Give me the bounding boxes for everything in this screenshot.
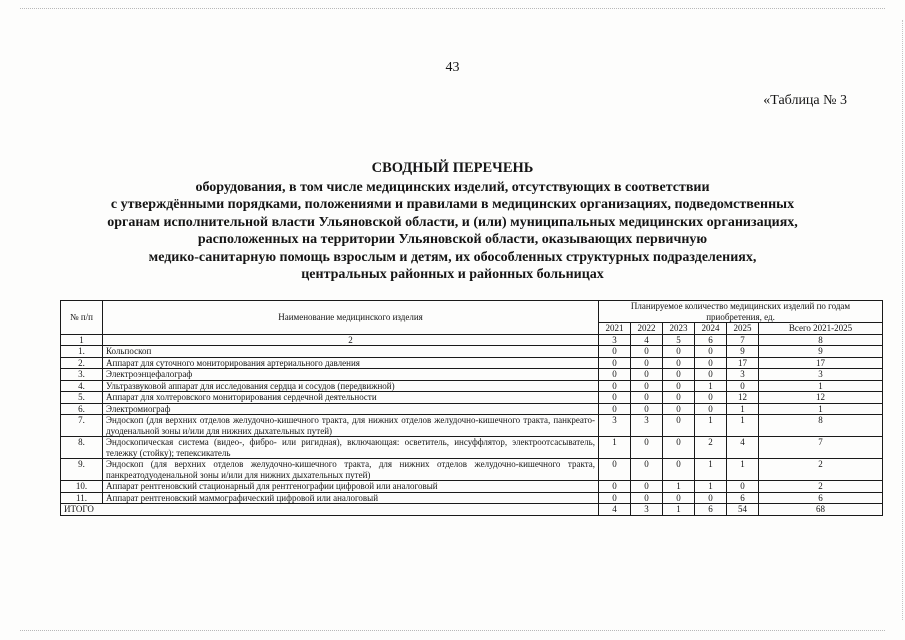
column-header-year: 2024 [695, 323, 727, 335]
table-row [61, 459, 883, 481]
year-value: 0 [631, 380, 663, 392]
year-value: 9 [727, 346, 759, 358]
device-name: Ультразвуковой аппарат для исследования сердца и сосудов (передвижной) [103, 380, 599, 392]
table-row [61, 492, 883, 504]
row-total-value: 7 [759, 437, 883, 459]
total-year-value: 6 [695, 504, 727, 516]
subtitle-line: медико-санитарную помощь взрослым и детям, их обособленных структурных подразделениях, [148, 249, 757, 265]
row-total-value: 17 [759, 357, 883, 369]
table-row [61, 380, 883, 392]
column-index-row [61, 334, 883, 346]
grand-total-value: 68 [759, 504, 883, 516]
device-name: Электроэнцефалограф [103, 369, 599, 381]
table-row [61, 437, 883, 459]
year-value: 0 [631, 403, 663, 415]
row-number: 9. [61, 459, 103, 481]
device-name: Эндоскопическая система (видео-, фибро- или ригидная), включающая: осветитель, инсуффлятор, электроотсасыватель, тележку (стойку); тепексикатель [103, 437, 599, 459]
year-value: 3 [631, 415, 663, 437]
device-name: Аппарат для холтеровского мониторирования сердечной деятельности [103, 392, 599, 404]
year-value: 0 [663, 346, 695, 358]
year-value: 12 [727, 392, 759, 404]
device-name: Аппарат рентгеновский стационарный для рентгенографии цифровой или аналоговый [103, 481, 599, 493]
row-number: 1. [61, 346, 103, 358]
document-heading [0, 160, 905, 284]
device-name: Электромиограф [103, 403, 599, 415]
row-number: 5. [61, 392, 103, 404]
year-value: 1 [599, 437, 631, 459]
column-index: 1 [61, 334, 103, 346]
year-value: 0 [599, 369, 631, 381]
table-body [61, 334, 883, 515]
device-name: Эндоскоп (для верхних отделов желудочно-кишечного тракта, для нижних отделов желудочно-кишечного тракта, панкреатодуоденальной зоны и/или для нижних дыхательных путей) [103, 459, 599, 481]
year-value: 0 [599, 380, 631, 392]
year-value: 17 [727, 357, 759, 369]
document-title: СВОДНЫЙ ПЕРЕЧЕНЬ [371, 160, 534, 176]
column-header-year: 2025 [727, 323, 759, 335]
row-number: 7. [61, 415, 103, 437]
year-value: 6 [727, 492, 759, 504]
year-value: 0 [663, 492, 695, 504]
column-index: 7 [727, 334, 759, 346]
year-value: 0 [663, 392, 695, 404]
year-value: 1 [727, 403, 759, 415]
total-year-value: 3 [631, 504, 663, 516]
total-label: ИТОГО [61, 504, 599, 516]
year-value: 0 [631, 459, 663, 481]
year-value: 1 [695, 415, 727, 437]
year-value: 0 [727, 481, 759, 493]
table-row [61, 357, 883, 369]
year-value: 0 [695, 392, 727, 404]
year-value: 0 [663, 459, 695, 481]
year-value: 1 [695, 380, 727, 392]
year-value: 0 [599, 459, 631, 481]
subtitle-line: органам исполнительной власти Ульяновской области, и (или) муниципальных медицинских организациях, [107, 214, 798, 230]
page-number: 43 [445, 60, 460, 75]
year-value: 0 [663, 369, 695, 381]
subtitle-line: расположенных на территории Ульяновской области, оказывающих первичную [197, 232, 708, 247]
subtitle-line: с утверждёнными порядками, положениями и правилами в медицинских организациях, подведомственных [110, 197, 795, 212]
subtitle-line: оборудования, в том числе медицинских изделий, отсутствующих в соответствии [195, 179, 710, 195]
year-value: 0 [631, 369, 663, 381]
device-name: Кольпоскоп [103, 346, 599, 358]
row-total-value: 8 [759, 415, 883, 437]
row-total-value: 9 [759, 346, 883, 358]
row-number: 2. [61, 357, 103, 369]
row-number: 8. [61, 437, 103, 459]
year-value: 0 [631, 357, 663, 369]
year-value: 2 [695, 437, 727, 459]
year-value: 3 [599, 415, 631, 437]
year-value: 1 [663, 481, 695, 493]
table-row [61, 415, 883, 437]
column-index: 2 [103, 334, 599, 346]
column-header-number: № п/п [61, 301, 103, 335]
column-index: 4 [631, 334, 663, 346]
year-value: 1 [695, 481, 727, 493]
column-header-year: 2021 [599, 323, 631, 335]
column-header-total: Всего 2021-2025 [759, 323, 883, 335]
table-header-row [61, 301, 883, 323]
year-value: 0 [631, 481, 663, 493]
column-group-planned: Планируемое количество медицинских изделий по годам приобретения, ед. [599, 301, 883, 323]
total-year-value: 4 [599, 504, 631, 516]
column-header-year: 2022 [631, 323, 663, 335]
year-value: 1 [727, 459, 759, 481]
year-value: 0 [663, 415, 695, 437]
table-row [61, 481, 883, 493]
column-index: 3 [599, 334, 631, 346]
row-total-value: 1 [759, 380, 883, 392]
column-header-name: Наименование медицинского изделия [103, 301, 599, 335]
year-value: 1 [727, 415, 759, 437]
scan-top-border [20, 8, 885, 9]
year-value: 0 [599, 403, 631, 415]
year-value: 0 [631, 346, 663, 358]
total-row [61, 504, 883, 516]
row-number: 6. [61, 403, 103, 415]
table-row [61, 346, 883, 358]
year-value: 0 [599, 357, 631, 369]
scan-right-edge [902, 20, 903, 620]
table-row [61, 392, 883, 404]
year-value: 0 [631, 437, 663, 459]
row-number: 4. [61, 380, 103, 392]
year-value: 0 [599, 346, 631, 358]
row-total-value: 12 [759, 392, 883, 404]
device-name: Аппарат рентгеновский маммографический цифровой или аналоговый [103, 492, 599, 504]
total-year-value: 54 [727, 504, 759, 516]
row-total-value: 2 [759, 459, 883, 481]
subtitle-line: центральных районных и районных больницах [301, 267, 604, 282]
year-value: 0 [599, 481, 631, 493]
device-name: Аппарат для суточного мониторирования артериального давления [103, 357, 599, 369]
row-number: 11. [61, 492, 103, 504]
column-index: 6 [695, 334, 727, 346]
device-name: Эндоскоп (для верхних отделов желудочно-кишечного тракта, для нижних отделов желудочно-кишечного тракта, панкреато-дуоденальной зоны и/или для нижних дыхательных путей) [103, 415, 599, 437]
column-index: 5 [663, 334, 695, 346]
year-value: 3 [727, 369, 759, 381]
row-total-value: 6 [759, 492, 883, 504]
year-value: 0 [695, 369, 727, 381]
year-value: 0 [727, 380, 759, 392]
row-total-value: 1 [759, 403, 883, 415]
year-value: 0 [631, 392, 663, 404]
year-value: 0 [695, 346, 727, 358]
year-value: 0 [695, 403, 727, 415]
equipment-table [60, 300, 883, 516]
year-value: 0 [663, 403, 695, 415]
year-value: 0 [663, 437, 695, 459]
row-number: 10. [61, 481, 103, 493]
year-value: 0 [663, 380, 695, 392]
table-row [61, 369, 883, 381]
year-value: 0 [663, 357, 695, 369]
year-value: 4 [727, 437, 759, 459]
row-total-value: 2 [759, 481, 883, 493]
column-header-year: 2023 [663, 323, 695, 335]
year-value: 1 [695, 459, 727, 481]
total-year-value: 1 [663, 504, 695, 516]
column-index: 8 [759, 334, 883, 346]
year-value: 0 [695, 357, 727, 369]
year-value: 0 [599, 492, 631, 504]
year-value: 0 [631, 492, 663, 504]
table-caption: «Таблица № 3 [763, 93, 847, 108]
row-total-value: 3 [759, 369, 883, 381]
year-value: 0 [599, 392, 631, 404]
row-number: 3. [61, 369, 103, 381]
table-row [61, 403, 883, 415]
year-value: 0 [695, 492, 727, 504]
scan-bottom-border [20, 630, 885, 631]
